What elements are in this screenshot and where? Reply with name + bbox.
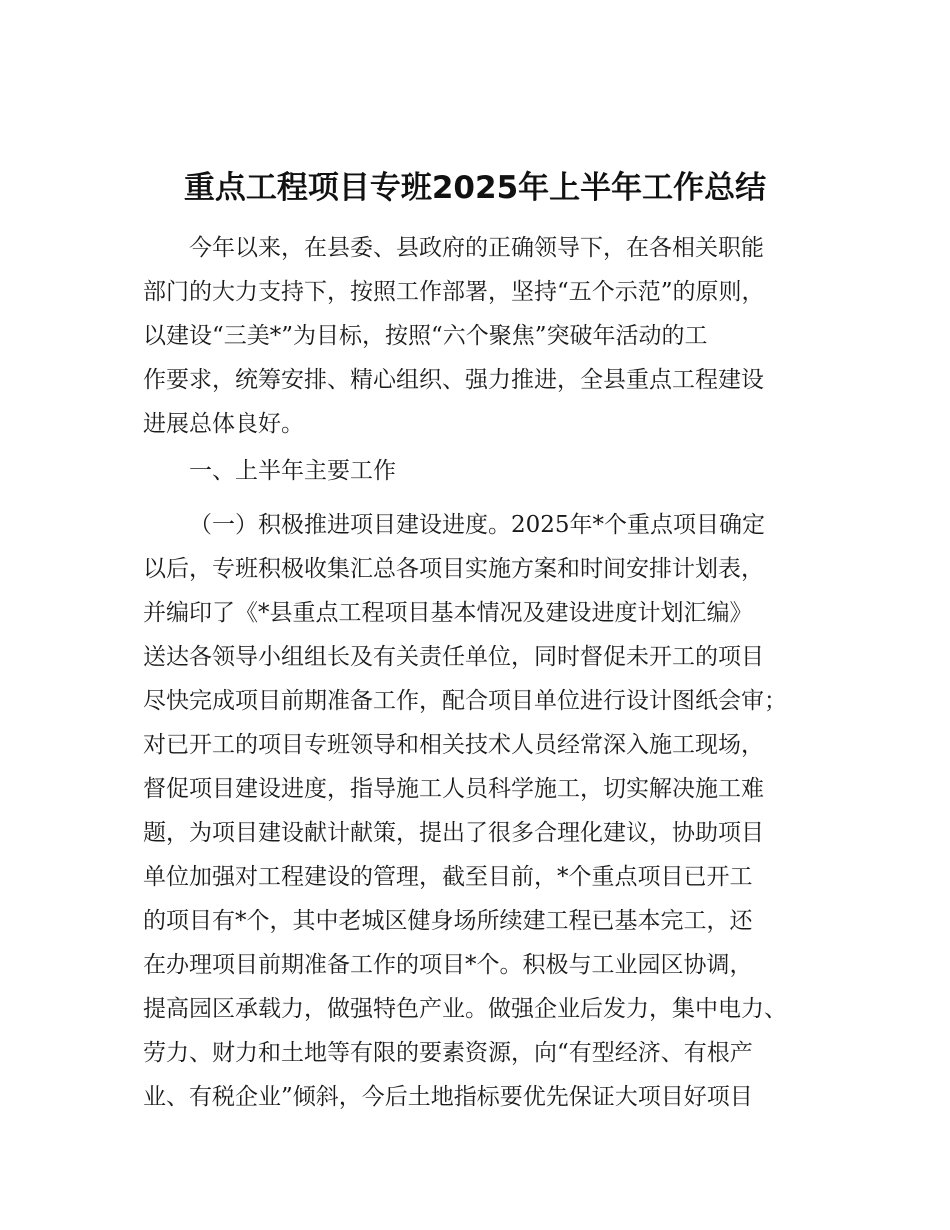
paragraph-line: 作要求，统筹安排、精心组织、强力推进，全县重点工程建设 [143, 367, 764, 393]
paragraph-line: 单位加强对工程建设的管理，截至目前，*个重点项目已开工 [143, 864, 753, 890]
paragraph-line: 在办理项目前期准备工作的项目*个。积极与工业园区协调， [143, 952, 753, 978]
section-heading [143, 449, 823, 493]
paragraph-line: （一）积极推进项目建设进度。2025年*个重点项目确定 [189, 512, 766, 538]
document-title: 重点工程项目专班2025年上半年工作总结 [183, 170, 767, 206]
paragraph-line: 今年以来，在县委、县政府的正确领导下，在各相关职能 [189, 235, 764, 261]
section-heading-text: 一、上半年主要工作 [189, 458, 396, 484]
paragraph-line: 提高园区承载力，做强特色产业。做强企业后发力，集中电力、 [143, 996, 787, 1022]
paragraph-line: 进展总体良好。 [143, 411, 304, 437]
paragraph-line: 以后，专班积极收集汇总各项目实施方案和时间安排计划表， [143, 556, 764, 582]
paragraph-line: 对已开工的项目专班领导和相关技术人员经常深入施工现场， [143, 732, 764, 758]
paragraph-line: 送达各领导小组组长及有关责任单位，同时督促未开工的项目 [143, 644, 764, 670]
paragraph-line: 尽快完成项目前期准备工作，配合项目单位进行设计图纸会审； [143, 688, 787, 714]
intro-paragraph [143, 226, 823, 446]
paragraph-line: 以建设“三美*”为目标，按照“六个聚焦”突破年活动的工 [143, 323, 708, 349]
paragraph-line: 题，为项目建设献计献策，提出了很多合理化建议，协助项目 [143, 820, 764, 846]
paragraph-line: 业、有税企业”倾斜，今后土地指标要优先保证大项目好项目 [143, 1084, 753, 1110]
paragraph-line: 督促项目建设进度，指导施工人员科学施工，切实解决施工难 [143, 776, 764, 802]
paragraph-line: 劳力、财力和土地等有限的要素资源，向“有型经济、有根产 [143, 1040, 753, 1066]
paragraph-line: 部门的大力支持下，按照工作部署，坚持“五个示范”的原则， [143, 279, 765, 305]
progress-paragraph [143, 503, 823, 1119]
paragraph-line: 并编印了《*县重点工程项目基本情况及建设进度计划汇编》 [143, 600, 753, 626]
paragraph-line: 的项目有*个，其中老城区健身场所续建工程已基本完工，还 [143, 908, 753, 934]
